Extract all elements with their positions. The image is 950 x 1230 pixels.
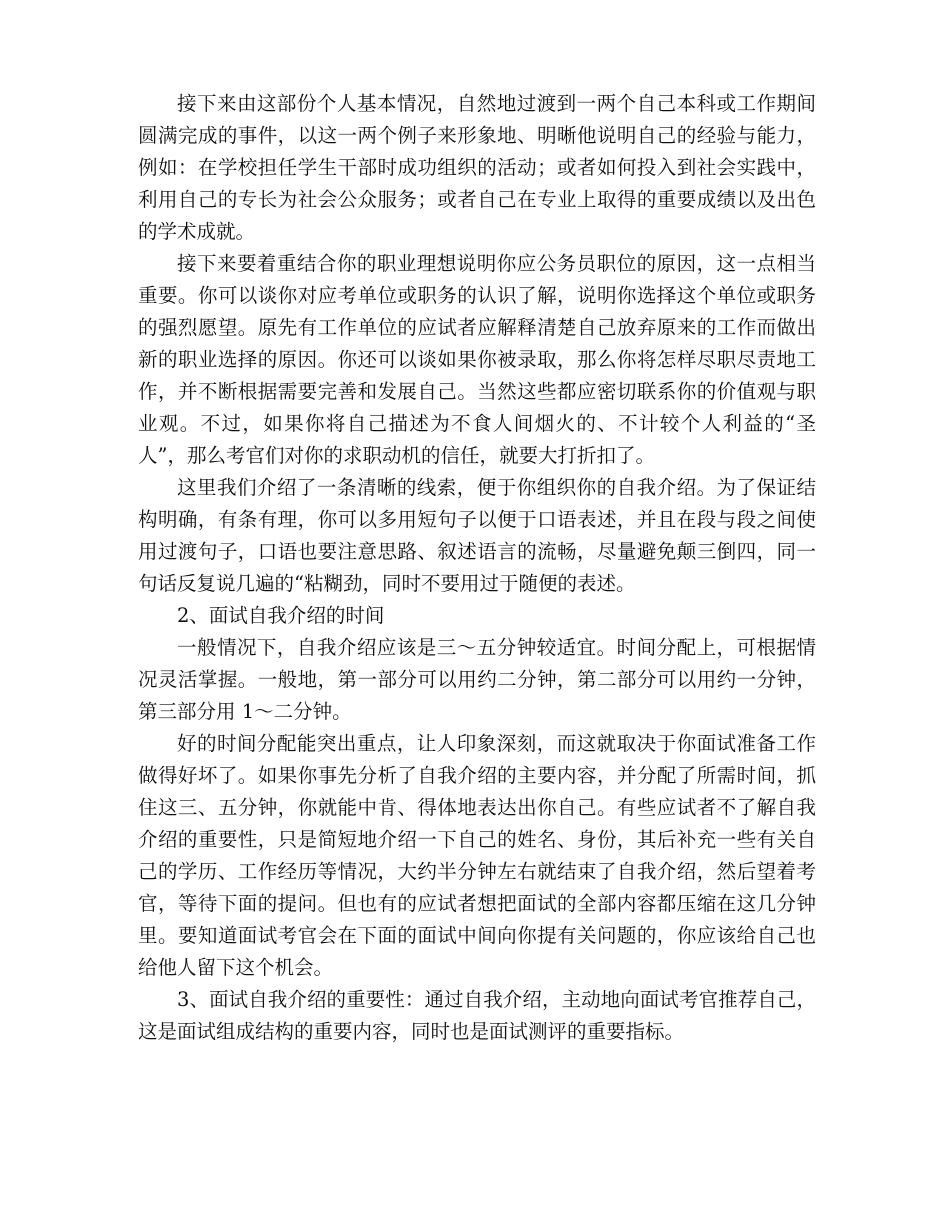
paragraph-time-importance: 好的时间分配能突出重点，让人印象深刻，而这就取决于你面试准备工作做得好坏了。如果你事先分析了自我介绍的主要内容，并分配了所需时间，抓住这三、五分钟，你就能中肯、得体地表达出你自己。有些应试者不了解自我介绍的重要性，只是简短地介绍一下自己的姓名、身份，其后补充一些有关自己的学历、工作经历等情况，大约半分钟左右就结束了自我介绍，然后望着考官，等待下面的提问。但也有的应试者想把面试的全部内容都压缩在这几分钟里。要知道面试考官会在下面的面试中间向你提有关问题的，你应该给自己也给他人留下这个机会。: [138, 732, 816, 979]
paragraph-motivation: 接下来要着重结合你的职业理想说明你应公务员职位的原因，这一点相当重要。你可以谈你对应考单位或职务的认识了解，说明你选择这个单位或职务的强烈愿望。原先有工作单位的应试者应解释清楚自己放弃原来的工作而做出新的职业选择的原因。你还可以谈如果你被录取，那么你将怎样尽职尽责地工作，并不断根据需要完善和发展自己。当然这些都应密切联系你的价值观与职业观。不过，如果你将自己描述为不食人间烟火的、不计较个人利益的“圣人”，那么考官们对你的求职动机的信任，就要大打折扣了。: [138, 252, 816, 467]
document-body: [138, 88, 816, 1048]
paragraph-experience: 接下来由这部份个人基本情况，自然地过渡到一两个自己本科或工作期间圆满完成的事件，以这一两个例子来形象地、明晰他说明自己的经验与能力，例如：在学校担任学生干部时成功组织的活动；或者如何投入到社会实践中，利用自己的专长为社会公众服务；或者自己在专业上取得的重要成绩以及出色的学术成就。: [138, 92, 816, 243]
section-heading-time: 2、面试自我介绍的时间: [177, 604, 385, 627]
paragraph-importance: 3、面试自我介绍的重要性：通过自我介绍，主动地向面试考官推荐自己，这是面试组成结构的重要内容，同时也是面试测评的重要指标。: [138, 988, 816, 1043]
paragraph-time-allocation: 一般情况下，自我介绍应该是三～五分钟较适宜。时间分配上，可根据情况灵活掌握。一般地，第一部分可以用约二分钟，第二部分可以用约一分钟，第三部分用 1～二分钟。: [138, 636, 816, 723]
paragraph-structure: 这里我们介绍了一条清晰的线索，便于你组织你的自我介绍。为了保证结构明确，有条有理，你可以多用短句子以便于口语表述，并且在段与段之间使用过渡句子，口语也要注意思路、叙述语言的流畅，尽量避免颠三倒四，同一句话反复说几遍的“粘糊劲，同时不要用过于随便的表述。: [138, 476, 816, 595]
